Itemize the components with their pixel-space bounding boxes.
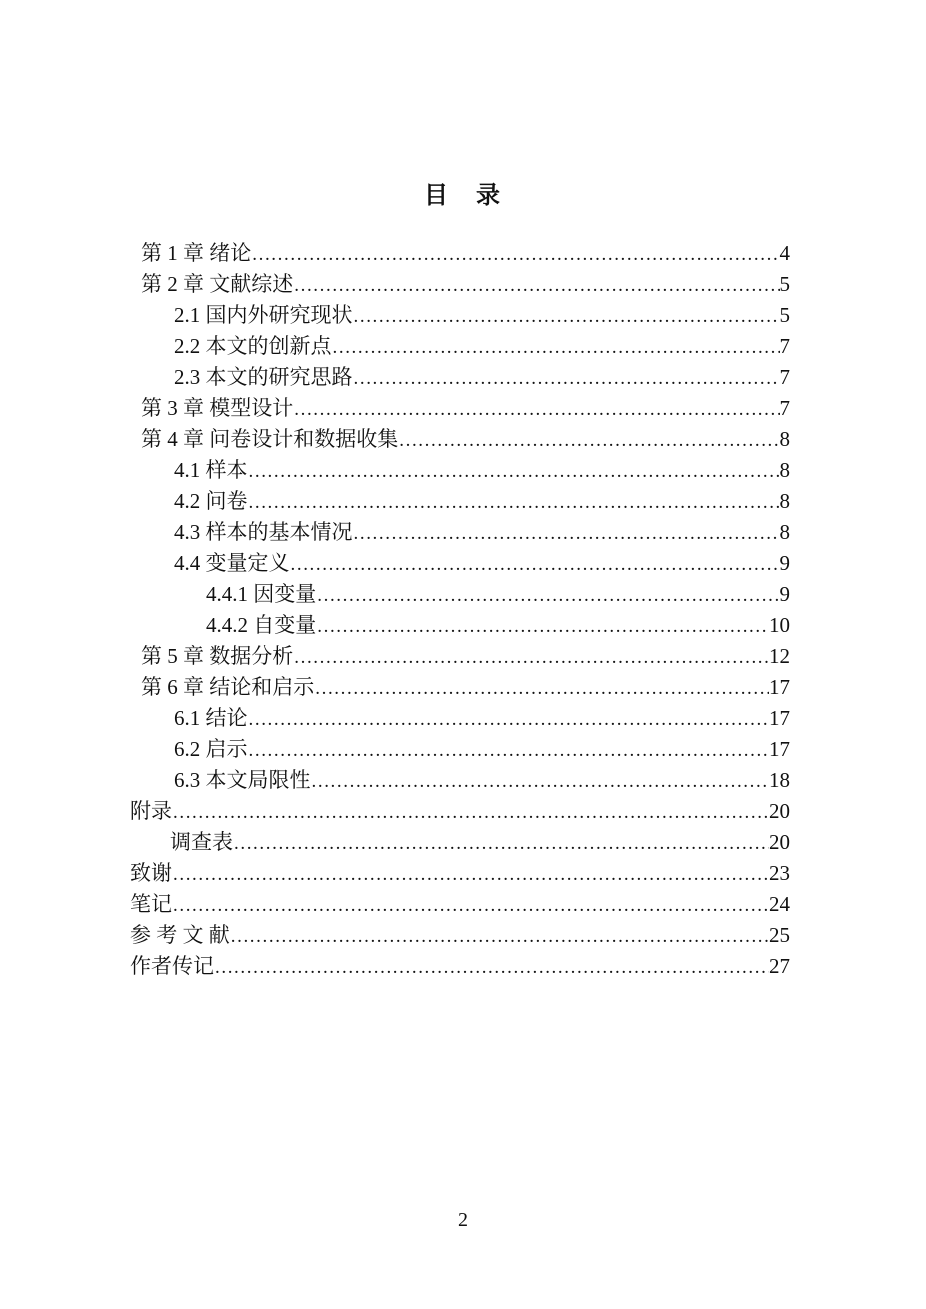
toc-entry-page: 8 bbox=[779, 489, 790, 513]
page-number-footer: 2 bbox=[458, 1209, 468, 1231]
toc-leader-dots bbox=[173, 858, 769, 889]
toc-entry-page: 8 bbox=[779, 427, 790, 451]
toc-leader-dots bbox=[291, 548, 780, 579]
toc-entry-label: 4.4.1 因变量 bbox=[206, 582, 317, 606]
toc-entry-page: 7 bbox=[779, 396, 790, 420]
toc-entry-page: 20 bbox=[769, 830, 790, 854]
toc-entry-label: 作者传记 bbox=[130, 954, 214, 978]
toc-entry-page: 24 bbox=[769, 892, 790, 916]
toc-entry-page: 17 bbox=[769, 675, 790, 699]
toc-leader-dots bbox=[234, 827, 769, 858]
toc-entry[interactable] bbox=[130, 362, 790, 393]
toc-entry-page: 7 bbox=[779, 365, 790, 389]
toc-entry-label: 第 1 章 绪论 bbox=[141, 241, 252, 265]
toc-entry[interactable] bbox=[130, 889, 790, 920]
toc-leader-dots bbox=[294, 269, 779, 300]
toc-entry-label: 笔记 bbox=[130, 892, 172, 916]
toc-entry-label: 6.2 启示 bbox=[174, 737, 248, 761]
toc-entry-page: 10 bbox=[769, 613, 790, 637]
toc-entry-page: 8 bbox=[779, 458, 790, 482]
toc-leader-dots bbox=[333, 331, 780, 362]
toc-entry[interactable] bbox=[130, 548, 790, 579]
toc-entry-label: 附录 bbox=[130, 799, 172, 823]
toc-entry[interactable] bbox=[130, 455, 790, 486]
toc-entry[interactable] bbox=[130, 796, 790, 827]
toc-leader-dots bbox=[173, 796, 769, 827]
toc-entry[interactable] bbox=[130, 486, 790, 517]
toc-entry-label: 4.4 变量定义 bbox=[174, 551, 290, 575]
toc-title: 目 录 bbox=[424, 183, 502, 209]
toc-entry-label: 第 3 章 模型设计 bbox=[141, 396, 294, 420]
toc-entry[interactable] bbox=[130, 858, 790, 889]
toc-entry-label: 第 4 章 问卷设计和数据收集 bbox=[141, 427, 399, 451]
toc-leader-dots bbox=[399, 424, 779, 455]
toc-entry[interactable] bbox=[130, 827, 790, 858]
toc-leader-dots bbox=[173, 889, 769, 920]
toc-entry-page: 9 bbox=[779, 582, 790, 606]
toc-leader-dots bbox=[249, 734, 770, 765]
toc-leader-dots bbox=[354, 300, 780, 331]
toc-leader-dots bbox=[317, 579, 779, 610]
toc-entry-label: 第 6 章 结论和启示 bbox=[141, 675, 315, 699]
toc-entry-page: 23 bbox=[769, 861, 790, 885]
toc-entry[interactable] bbox=[130, 393, 790, 424]
toc-leader-dots bbox=[249, 486, 780, 517]
toc-entry[interactable] bbox=[130, 269, 790, 300]
toc-leader-dots bbox=[249, 703, 770, 734]
toc-list bbox=[130, 238, 790, 982]
toc-entry[interactable] bbox=[130, 331, 790, 362]
toc-leader-dots bbox=[252, 238, 779, 269]
toc-entry-page: 12 bbox=[769, 644, 790, 668]
toc-leader-dots bbox=[354, 362, 780, 393]
toc-entry-label: 4.3 样本的基本情况 bbox=[174, 520, 353, 544]
toc-entry-label: 6.1 结论 bbox=[174, 706, 248, 730]
toc-entry[interactable] bbox=[130, 610, 790, 641]
toc-leader-dots bbox=[294, 641, 769, 672]
toc-entry-page: 5 bbox=[779, 272, 790, 296]
toc-entry-label: 第 2 章 文献综述 bbox=[141, 272, 294, 296]
toc-entry[interactable] bbox=[130, 424, 790, 455]
toc-entry-page: 9 bbox=[779, 551, 790, 575]
toc-entry-label: 6.3 本文局限性 bbox=[174, 768, 311, 792]
toc-entry-label: 2.3 本文的研究思路 bbox=[174, 365, 353, 389]
toc-entry-page: 17 bbox=[769, 737, 790, 761]
toc-entry-label: 参 考 文 献 bbox=[130, 923, 230, 947]
toc-leader-dots bbox=[294, 393, 779, 424]
toc-entry-page: 7 bbox=[779, 334, 790, 358]
toc-entry-label: 2.2 本文的创新点 bbox=[174, 334, 332, 358]
toc-leader-dots bbox=[312, 765, 770, 796]
toc-entry[interactable] bbox=[130, 765, 790, 796]
toc-entry-label: 调查表 bbox=[170, 830, 233, 854]
toc-entry-label: 2.1 国内外研究现状 bbox=[174, 303, 353, 327]
toc-entry-page: 17 bbox=[769, 706, 790, 730]
toc-entry-page: 18 bbox=[769, 768, 790, 792]
toc-entry-page: 25 bbox=[769, 923, 790, 947]
toc-entry-label: 4.1 样本 bbox=[174, 458, 248, 482]
toc-entry-label: 4.2 问卷 bbox=[174, 489, 248, 513]
toc-leader-dots bbox=[249, 455, 780, 486]
toc-entry-label: 4.4.2 自变量 bbox=[206, 613, 317, 637]
toc-entry-page: 8 bbox=[779, 520, 790, 544]
toc-entry[interactable] bbox=[130, 579, 790, 610]
toc-leader-dots bbox=[315, 672, 769, 703]
toc-entry[interactable] bbox=[130, 238, 790, 269]
toc-entry[interactable] bbox=[130, 703, 790, 734]
toc-entry-page: 27 bbox=[769, 954, 790, 978]
toc-entry-label: 第 5 章 数据分析 bbox=[141, 644, 294, 668]
toc-leader-dots bbox=[354, 517, 780, 548]
toc-leader-dots bbox=[231, 920, 769, 951]
toc-entry[interactable] bbox=[130, 641, 790, 672]
toc-entry-page: 4 bbox=[779, 241, 790, 265]
toc-entry[interactable] bbox=[130, 300, 790, 331]
toc-leader-dots bbox=[215, 951, 769, 982]
toc-entry[interactable] bbox=[130, 734, 790, 765]
toc-entry-page: 5 bbox=[779, 303, 790, 327]
toc-entry-label: 致谢 bbox=[130, 861, 172, 885]
toc-entry[interactable] bbox=[130, 517, 790, 548]
toc-entry[interactable] bbox=[130, 672, 790, 703]
toc-entry[interactable] bbox=[130, 920, 790, 951]
toc-entry-page: 20 bbox=[769, 799, 790, 823]
toc-entry[interactable] bbox=[130, 951, 790, 982]
toc-leader-dots bbox=[317, 610, 769, 641]
